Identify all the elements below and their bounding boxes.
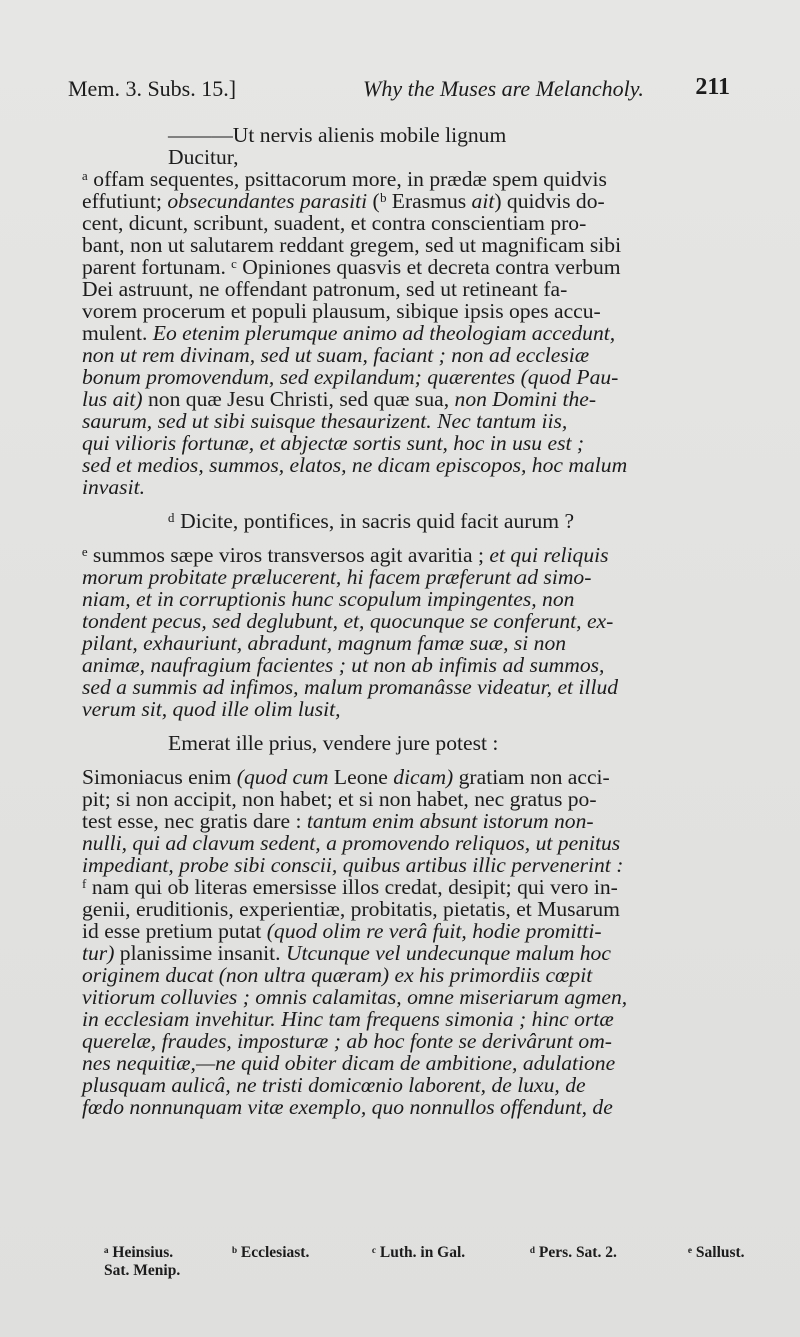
text-segment: id esse pretium putat: [82, 919, 267, 943]
text-segment: planissime insanit.: [114, 941, 286, 965]
italic-segment: tondent pecus, sed deglubunt, et, quocunque se conferunt, ex-: [82, 609, 614, 633]
italic-segment: tantum enim absunt istorum non-: [306, 809, 594, 833]
running-title: Why the Muses are Melancholy.: [363, 76, 644, 101]
text-line: [82, 810, 762, 832]
text-segment: (ᵇ Erasmus: [367, 189, 472, 213]
italic-segment: morum probitate prælucerent, hi facem præferunt ad simo-: [82, 565, 592, 589]
italic-segment: verum sit, quod ille olim lusit,: [82, 697, 341, 721]
text-segment: ᵈ Dicite, pontifices, in sacris quid facit aurum ?: [168, 509, 575, 533]
italic-segment: plusquam aulicâ, ne tristi domicœnio laborent, de luxu, de: [82, 1073, 586, 1097]
text-segment: ) quidvis do-: [494, 189, 605, 213]
italic-segment: dicam): [393, 765, 454, 789]
italic-segment: querelæ, fraudes, imposturæ ; ab hoc fonte se derivârunt om-: [82, 1029, 612, 1053]
page-number: 211: [695, 74, 730, 100]
italic-segment: ait: [471, 189, 495, 213]
text-line: [82, 1052, 762, 1074]
footnote-e: ᵉ Sallust.: [688, 1244, 745, 1261]
section-reference: Mem. 3. Subs. 15.]: [68, 76, 237, 101]
footnote-a: ᵃ Heinsius.: [104, 1244, 174, 1261]
text-segment: ᶠ nam qui ob literas emersisse illos credat, desipit; qui vero in-: [82, 875, 618, 899]
footnote-d: ᵈ Pers. Sat. 2.: [530, 1244, 617, 1261]
text-segment: parent fortunam. ᶜ Opiniones quasvis et decreta contra verbum: [82, 255, 621, 279]
quote-line: [82, 146, 762, 168]
italic-segment: niam, et in corruptionis hunc scopulum impingentes, non: [82, 587, 575, 611]
italic-segment: lus ait): [82, 387, 143, 411]
text-line: [82, 168, 762, 190]
text-line: [82, 676, 762, 698]
text-line: [82, 366, 762, 388]
text-line: [82, 454, 762, 476]
italic-segment: Eo etenim plerumque animo ad theologiam accedunt,: [152, 321, 616, 345]
italic-segment: bonum promovendum, sed expilandum; quærentes (quod Pau-: [82, 365, 619, 389]
text-segment: vorem procerum et populi plausum, sibique ipsis opes accu-: [82, 299, 601, 323]
quote-line: [82, 124, 762, 146]
text-line: [82, 410, 762, 432]
text-segment: Ducitur,: [168, 145, 239, 169]
italic-segment: obsecundantes parasiti: [167, 189, 368, 213]
text-line: [82, 964, 762, 986]
text-line: [82, 476, 762, 498]
text-line: [82, 1074, 762, 1096]
footnote-c: ᶜ Luth. in Gal.: [372, 1244, 466, 1261]
text-line: [82, 876, 762, 898]
italic-segment: non ut rem divinam, sed ut suam, faciant ; non ad ecclesiæ: [82, 343, 590, 367]
quote-line: [82, 732, 762, 754]
text-line: [82, 1096, 762, 1118]
text-line: [82, 1030, 762, 1052]
text-line: [82, 654, 762, 676]
italic-segment: sed a summis ad infimos, malum promanâsse videatur, et illud: [82, 675, 619, 699]
italic-segment: tur): [82, 941, 115, 965]
italic-segment: nes nequitiæ,—ne quid obiter dicam de ambitione, adulatione: [82, 1051, 616, 1075]
footnote-a-continued: Sat. Menip.: [104, 1262, 181, 1279]
text-line: [82, 588, 762, 610]
body-text: [82, 124, 762, 1118]
text-line: [82, 256, 762, 278]
italic-segment: Utcunque vel undecunque malum hoc: [285, 941, 611, 965]
italic-segment: non Domini the-: [454, 387, 597, 411]
text-line: [82, 832, 762, 854]
italic-segment: saurum, sed ut sibi suisque thesaurizent. Nec tantum iis,: [82, 409, 568, 433]
text-line: [82, 942, 762, 964]
text-segment: ———Ut nervis alienis mobile lignum: [168, 123, 507, 147]
text-segment: effutiunt;: [82, 189, 168, 213]
text-line: [82, 322, 762, 344]
text-line: [82, 212, 762, 234]
italic-segment: sed et medios, summos, elatos, ne dicam episcopos, hoc malum: [82, 453, 628, 477]
text-segment: ᵃ offam sequentes, psittacorum more, in prædæ spem quidvis: [82, 167, 607, 191]
text-segment: Leone: [328, 765, 394, 789]
italic-segment: (quod olim re verâ fuit, hodie promitti-: [266, 919, 602, 943]
italic-segment: (quod cum: [236, 765, 329, 789]
text-line: [82, 610, 762, 632]
italic-segment: qui vilioris fortunæ, et abjectæ sortis sunt, hoc in usu est ;: [82, 431, 585, 455]
footnote-b: ᵇ Ecclesiast.: [232, 1244, 310, 1261]
text-line: [82, 388, 762, 410]
text-line: [82, 788, 762, 810]
italic-segment: et qui reliquis: [489, 543, 609, 567]
quote-line: [82, 510, 762, 532]
text-line: [82, 300, 762, 322]
text-segment: Emerat ille prius, vendere jure potest :: [168, 731, 499, 755]
text-segment: bant, non ut salutarem reddant gregem, sed ut magnificam sibi: [82, 233, 622, 257]
italic-segment: invasit.: [82, 475, 145, 499]
text-segment: gratiam non acci-: [453, 765, 610, 789]
text-segment: Dei astruunt, ne offendant patronum, sed ut retineant fa-: [82, 277, 568, 301]
text-segment: cent, dicunt, scribunt, suadent, et contra conscientiam pro-: [82, 211, 587, 235]
text-line: [82, 766, 762, 788]
italic-segment: vitiorum colluvies ; omnis calamitas, omne miseriarum agmen,: [82, 985, 628, 1009]
text-line: [82, 898, 762, 920]
italic-segment: impediant, probe sibi conscii, quibus artibus illic pervenerint :: [82, 853, 624, 877]
text-segment: non quæ Jesu Christi, sed quæ sua,: [142, 387, 455, 411]
text-line: [82, 344, 762, 366]
text-line: [82, 432, 762, 454]
italic-segment: animæ, naufragium facientes ; ut non ab infimis ad summos,: [82, 653, 605, 677]
text-segment: mulent.: [82, 321, 153, 345]
text-segment: Simoniacus enim: [82, 765, 237, 789]
text-line: [82, 190, 762, 212]
italic-segment: originem ducat (non ultra quæram) ex his primordiis cœpit: [82, 963, 593, 987]
text-line: [82, 920, 762, 942]
italic-segment: pilant, exhauriunt, abradunt, magnum famæ suæ, si non: [82, 631, 567, 655]
running-header: [68, 72, 730, 108]
italic-segment: in ecclesiam invehitur. Hinc tam frequens simonia ; hinc ortæ: [82, 1007, 614, 1031]
text-segment: test esse, nec gratis dare :: [82, 809, 307, 833]
text-line: [82, 632, 762, 654]
text-segment: pit; si non accipit, non habet; et si non habet, nec gratus po-: [82, 787, 597, 811]
text-line: [82, 698, 762, 720]
text-line: [82, 986, 762, 1008]
text-line: [82, 278, 762, 300]
text-line: [82, 544, 762, 566]
text-segment: genii, eruditionis, experientiæ, probitatis, pietatis, et Musarum: [82, 897, 620, 921]
italic-segment: fœdo nonnunquam vitæ exemplo, quo nonnullos offendunt, de: [82, 1095, 613, 1119]
text-line: [82, 234, 762, 256]
text-line: [82, 566, 762, 588]
text-segment: ᵉ summos sæpe viros transversos agit avaritia ;: [82, 543, 490, 567]
text-line: [82, 1008, 762, 1030]
text-line: [82, 854, 762, 876]
italic-segment: nulli, qui ad clavum sedent, a promovendo reliquos, ut penitus: [82, 831, 621, 855]
